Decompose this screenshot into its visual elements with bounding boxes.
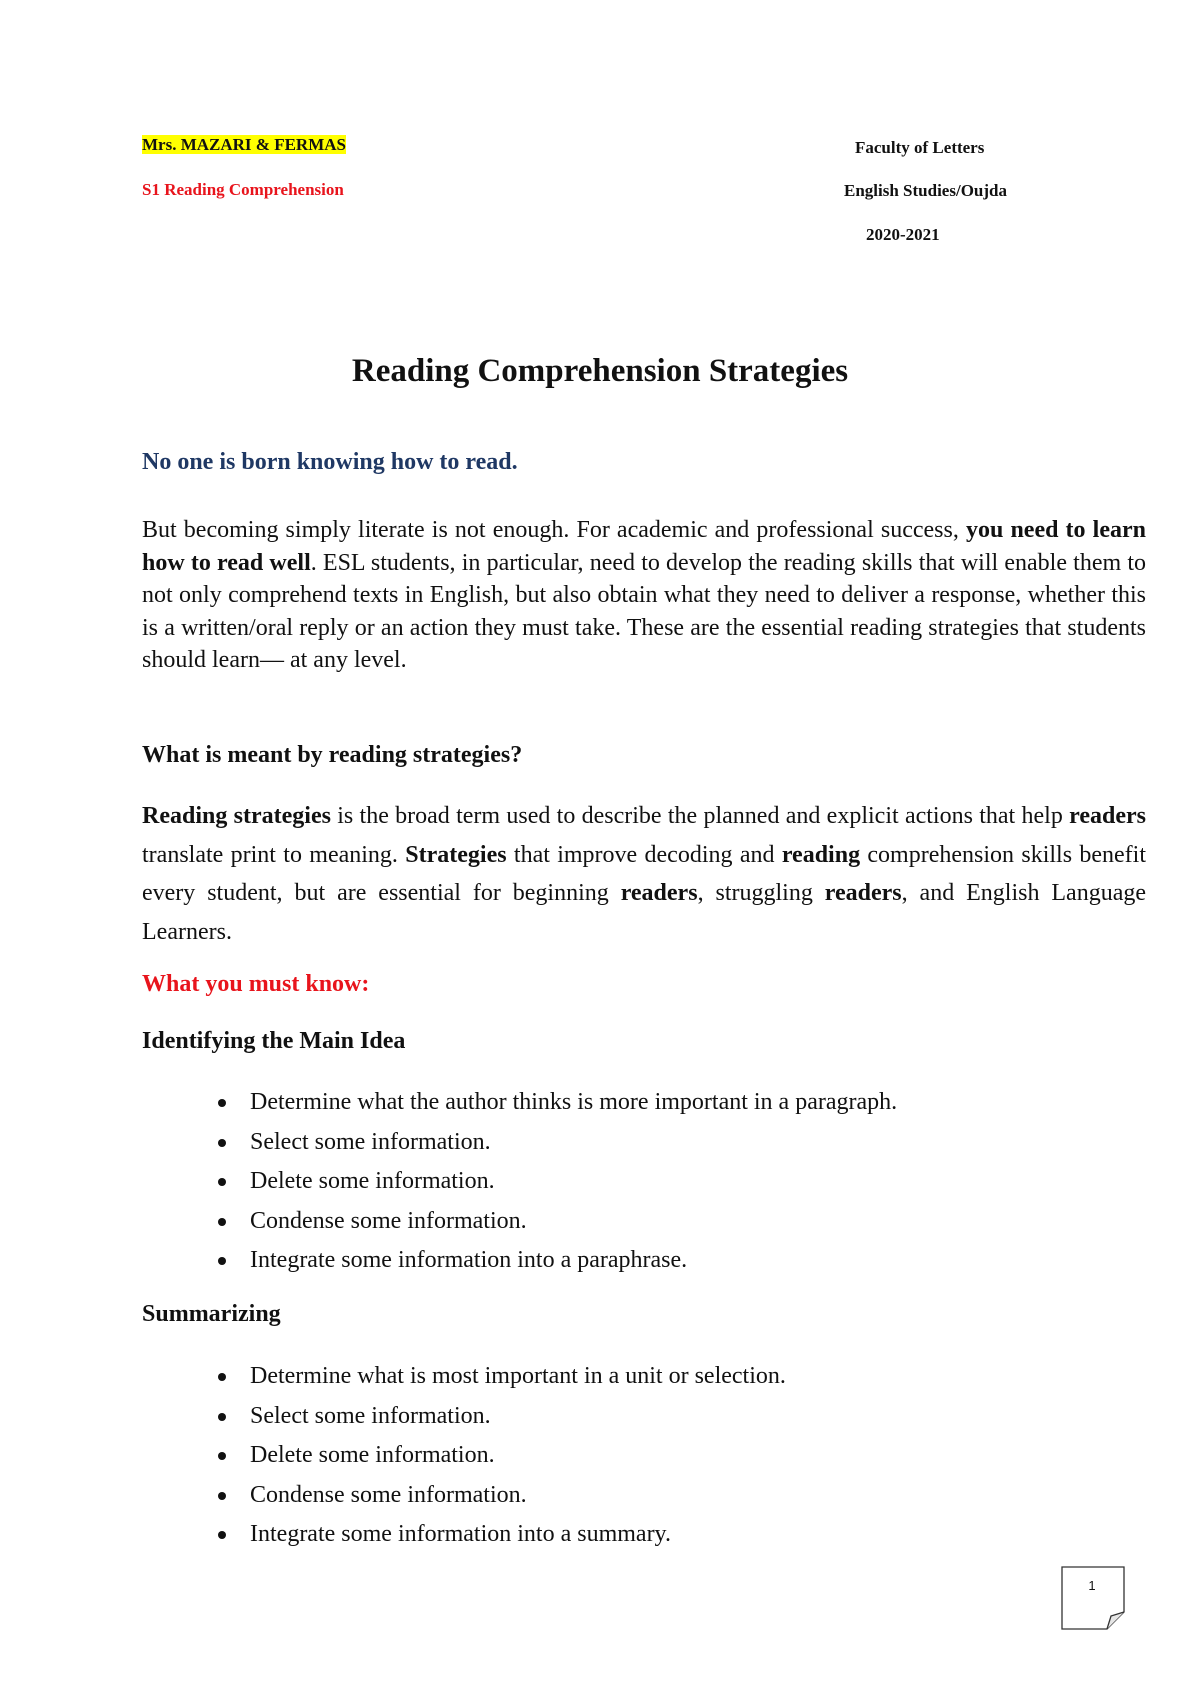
def-text-1: is the broad term used to describe the planned and explicit actions that help <box>330 803 1070 829</box>
list-item: Condense some information. <box>142 1202 1142 1242</box>
def-bold-1: Reading strategies <box>142 803 331 829</box>
faculty-label: Faculty of Letters <box>855 138 985 157</box>
list-item: Condense some information. <box>142 1476 1142 1516</box>
page-title: Reading Comprehension Strategies <box>351 353 849 389</box>
list-item: Select some information. <box>142 1397 1142 1437</box>
section-heading-reading-strategies: What is meant by reading strategies? <box>142 742 523 768</box>
def-bold-3: Strategies <box>405 841 507 868</box>
def-text-2: translate print to meaning. <box>142 841 406 868</box>
list-item: Determine what is most important in a unit or selection. <box>142 1357 1142 1397</box>
list-item: Integrate some information into a summary. <box>142 1515 1142 1555</box>
authors-highlight: Mrs. MAZARI & FERMAS <box>142 135 346 154</box>
intro-paragraph <box>142 514 1146 677</box>
intro-text-start: But becoming simply literate is not enough. For academic and professional success, <box>142 517 966 543</box>
definition-paragraph <box>142 797 1146 951</box>
section-heading-no-one-born: No one is born knowing how to read. <box>142 449 518 475</box>
must-know-heading: What you must know: <box>142 971 370 997</box>
def-text-6: , and English Language Learners. <box>142 880 1147 945</box>
folded-page-icon <box>1061 1566 1126 1630</box>
def-bold-5: readers <box>620 880 698 906</box>
def-bold-6: readers <box>824 880 902 906</box>
department-label: English Studies/Oujda <box>844 181 1007 200</box>
main-idea-list <box>142 1083 1142 1281</box>
list-item: Delete some information. <box>142 1162 1142 1202</box>
list-item: Determine what the author thinks is more important in a paragraph. <box>142 1083 1142 1123</box>
list-item: Select some information. <box>142 1123 1142 1163</box>
intro-emphasis: you need to learn how to read well <box>142 517 1146 576</box>
def-text-3: that improve decoding and <box>506 841 782 868</box>
page-number-box <box>1061 1566 1126 1630</box>
authors-label <box>142 134 346 156</box>
year-label: 2020-2021 <box>866 225 940 244</box>
main-idea-heading: Identifying the Main Idea <box>142 1028 406 1054</box>
summarizing-list <box>142 1357 1142 1555</box>
summarizing-heading: Summarizing <box>142 1301 281 1327</box>
def-text-5: , struggling <box>697 880 825 906</box>
list-item: Delete some information. <box>142 1436 1142 1476</box>
course-label: S1 Reading Comprehension <box>142 180 344 199</box>
page-number: 1 <box>1088 1578 1096 1593</box>
intro-text-end: . ESL students, in particular, need to develop the reading skills that will enable them to not only comprehend texts in English, but also obtain what they need to deliver a response, whether this is a written/oral reply or an action they must take. These are the essential reading strategies that students should learn— at any level. <box>142 549 1146 673</box>
def-bold-4: reading <box>781 841 861 868</box>
def-text-4: comprehension skills benefit every student, but are essential for beginning <box>142 841 1146 906</box>
def-bold-2: readers <box>1069 803 1147 829</box>
list-item: Integrate some information into a paraphrase. <box>142 1241 1142 1281</box>
